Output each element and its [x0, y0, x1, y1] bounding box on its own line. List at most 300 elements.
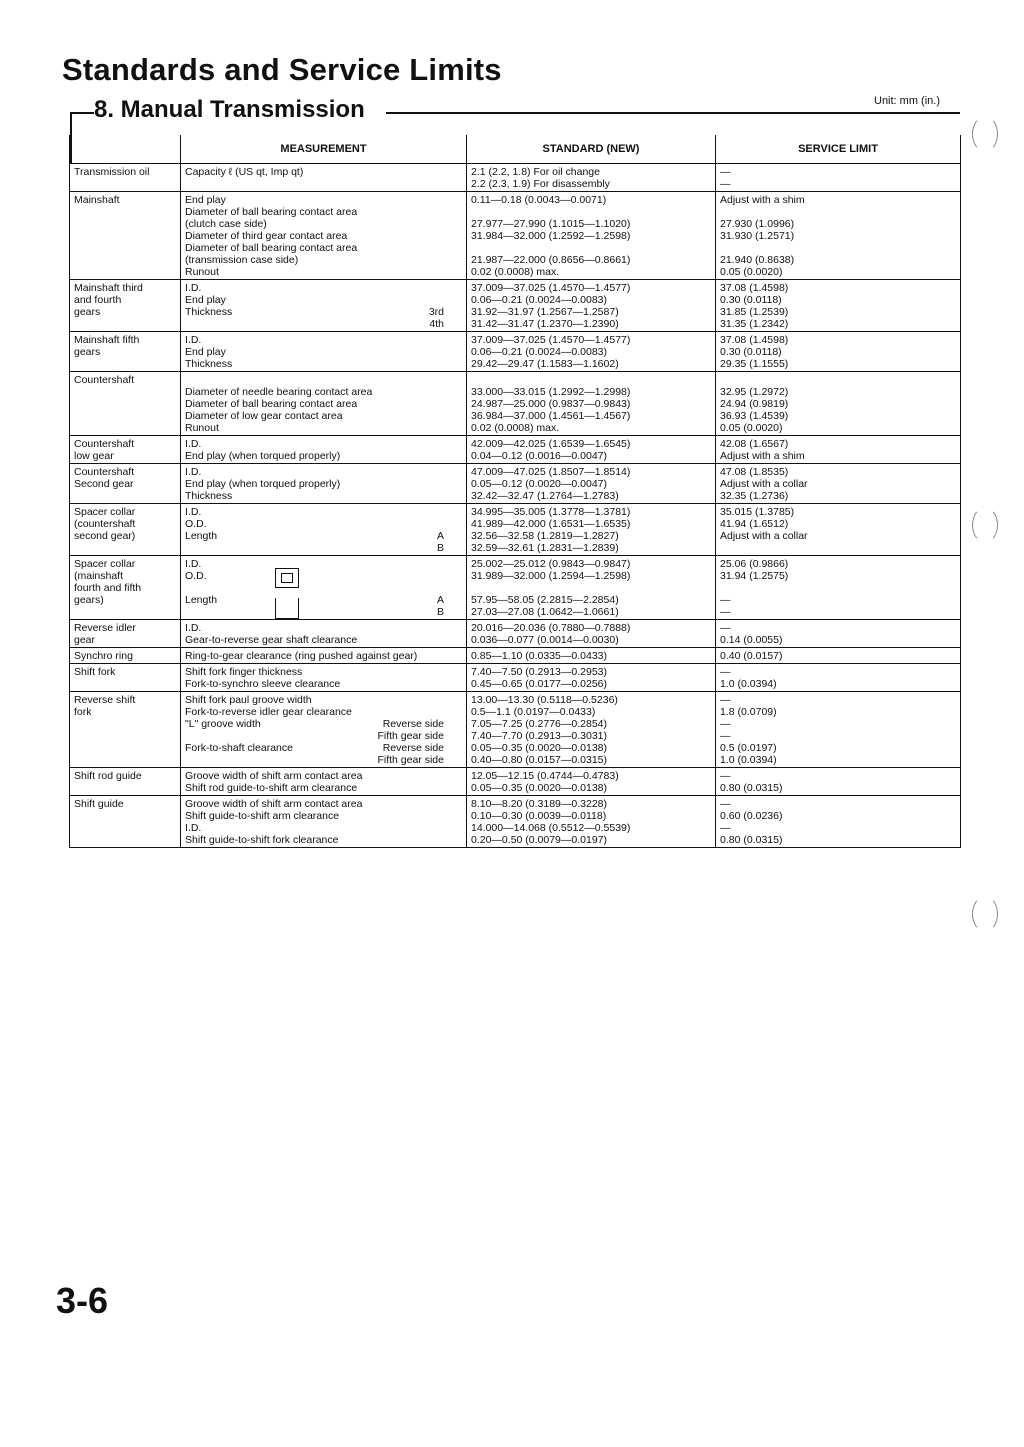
measurement-line: [185, 398, 462, 410]
header-standard: STANDARD (NEW): [467, 135, 716, 164]
standard-cell: [467, 164, 716, 192]
standard-value: 31.989—32.000 (1.2594—1.2598): [471, 570, 631, 582]
service-limit-value: 37.08 (1.4598): [720, 334, 789, 346]
part-name-cell: [70, 692, 181, 768]
measurement-line: [185, 834, 462, 846]
measurement-text: End play (when torqued properly): [185, 450, 341, 462]
measurement-text: Diameter of ball bearing contact area: [185, 398, 358, 410]
measurement-line: [185, 422, 462, 434]
measurement-text: "L" groove width: [185, 718, 261, 730]
measurement-text: Capacity ℓ (US qt, Imp qt): [185, 166, 304, 178]
part-name: Second gear: [74, 478, 134, 490]
measurement-text: O.D.: [185, 518, 207, 530]
measurement-subitem: [444, 570, 462, 582]
measurement-line: [185, 230, 462, 242]
service-limit-cell: [716, 648, 961, 664]
measurement-text: Diameter of third gear contact area: [185, 230, 348, 242]
measurement-line: [185, 666, 462, 678]
measurement-subitem: Reverse side: [382, 718, 444, 730]
measurement-line: [185, 798, 462, 810]
part-name: Shift rod guide: [74, 770, 142, 782]
standard-cell: [467, 464, 716, 504]
service-limit-value: Adjust with a collar: [720, 530, 808, 542]
measurement-text: Shift rod guide-to-shift arm clearance: [185, 782, 358, 794]
service-limit-cell: [716, 436, 961, 464]
service-limit-value: 32.35 (1.2736): [720, 490, 789, 502]
measurement-line: [185, 318, 462, 330]
measurement-line: [185, 266, 462, 278]
part-name: Countershaft: [74, 438, 135, 450]
service-limit-value: 0.60 (0.0236): [720, 810, 783, 822]
standard-value: 47.009—47.025 (1.8507—1.8514): [471, 466, 631, 478]
measurement-line: [185, 754, 462, 766]
standard-value: 34.995—35.005 (1.3778—1.3781): [471, 506, 631, 518]
standard-value: 0.11—0.18 (0.0043—0.0071): [471, 194, 607, 206]
table-row: [70, 648, 961, 664]
service-limit-value: —: [720, 770, 731, 782]
measurement-cell: [181, 164, 467, 192]
measurement-line: [185, 542, 462, 554]
table-row: [70, 768, 961, 796]
service-limit-cell: [716, 796, 961, 848]
service-limit-value: 31.85 (1.2539): [720, 306, 789, 318]
measurement-subitem: Fifth gear side: [377, 730, 444, 742]
part-name-cell: [70, 280, 181, 332]
measurement-text: Diameter of ball bearing contact area: [185, 206, 358, 218]
part-name: Mainshaft third: [74, 282, 143, 294]
part-name-cell: [70, 796, 181, 848]
service-limit-value: 27.930 (1.0996): [720, 218, 795, 230]
measurement-line: [185, 622, 462, 634]
measurement-line: [185, 166, 462, 178]
service-limit-value: 21.940 (0.8638): [720, 254, 795, 266]
part-name: Synchro ring: [74, 650, 133, 662]
service-limit-value: [720, 542, 956, 554]
measurement-line: [185, 530, 462, 542]
measurement-line: [185, 558, 462, 570]
measurement-line: [185, 282, 462, 294]
measurement-line: [185, 570, 462, 582]
part-name: gear: [74, 634, 96, 646]
measurement-text: End play (when torqued properly): [185, 478, 341, 490]
page-number: 3-6: [56, 1280, 109, 1321]
part-name-cell: [70, 556, 181, 620]
standard-value: 36.984—37.000 (1.4561—1.4567): [471, 410, 631, 422]
binding-hole-mark: [972, 507, 998, 543]
service-limit-value: 0.30 (0.0118): [720, 294, 782, 306]
standard-cell: [467, 192, 716, 280]
standard-value: [471, 374, 711, 386]
part-name: gears: [74, 346, 101, 358]
measurement-line: [185, 450, 462, 462]
standard-cell: [467, 556, 716, 620]
measurement-text: Shift fork paul groove width: [185, 694, 312, 706]
measurement-line: [185, 194, 462, 206]
part-name: Mainshaft: [74, 194, 120, 206]
standard-value: 33.000—33.015 (1.2992—1.2998): [471, 386, 631, 398]
service-limit-cell: [716, 464, 961, 504]
service-limit-value: [720, 206, 956, 218]
measurement-text: O.D.: [185, 570, 207, 582]
standard-value: 8.10—8.20 (0.3189—0.3228): [471, 798, 608, 810]
standard-cell: [467, 332, 716, 372]
service-limit-value: 42.08 (1.6567): [720, 438, 789, 450]
part-name: low gear: [74, 450, 114, 462]
page-title: Standards and Service Limits: [62, 52, 502, 87]
measurement-subitem: [444, 506, 462, 518]
header-measurement: MEASUREMENT: [181, 135, 467, 164]
binding-hole-mark: [972, 896, 998, 932]
standard-value: 0.45—0.65 (0.0177—0.0256): [471, 678, 608, 690]
part-name: fork: [74, 706, 92, 718]
measurement-text: I.D.: [185, 282, 202, 294]
measurement-text: Shift guide-to-shift arm clearance: [185, 810, 340, 822]
service-limit-cell: [716, 664, 961, 692]
part-name: Spacer collar: [74, 558, 136, 570]
measurement-cell: [181, 796, 467, 848]
standard-value: 7.05—7.25 (0.2776—0.2854): [471, 718, 608, 730]
measurement-text: Fork-to-synchro sleeve clearance: [185, 678, 341, 690]
standard-value: 0.05—0.12 (0.0020—0.0047): [471, 478, 608, 490]
measurement-cell: [181, 620, 467, 648]
measurement-subitem: 4th: [429, 318, 444, 330]
measurement-text: Groove width of shift arm contact area: [185, 798, 363, 810]
service-limit-value: 0.80 (0.0315): [720, 834, 783, 846]
measurement-text: Groove width of shift arm contact area: [185, 770, 363, 782]
measurement-text: Shift guide-to-shift fork clearance: [185, 834, 339, 846]
measurement-text: I.D.: [185, 558, 202, 570]
measurement-line: [185, 206, 462, 218]
service-limit-value: —: [720, 622, 731, 634]
standard-value: 27.03—27.08 (1.0642—1.0661): [471, 606, 619, 618]
standard-value: 24.987—25.000 (0.9837—0.9843): [471, 398, 631, 410]
service-limit-value: 29.35 (1.1555): [720, 358, 789, 370]
service-limit-value: [720, 374, 956, 386]
service-limit-value: —: [720, 694, 731, 706]
part-name: Transmission oil: [74, 166, 150, 178]
measurement-line: [185, 822, 462, 834]
part-name-cell: [70, 620, 181, 648]
measurement-text: I.D.: [185, 506, 202, 518]
service-limit-cell: [716, 556, 961, 620]
service-limit-value: 35.015 (1.3785): [720, 506, 795, 518]
measurement-line: [185, 506, 462, 518]
measurement-line: [185, 218, 462, 230]
service-limit-value: 0.80 (0.0315): [720, 782, 783, 794]
measurement-text: End play: [185, 346, 226, 358]
standard-cell: [467, 372, 716, 436]
part-name: second gear): [74, 530, 136, 542]
service-limit-cell: [716, 768, 961, 796]
table-row: [70, 332, 961, 372]
service-limit-value: Adjust with a shim: [720, 450, 805, 462]
measurement-line: [185, 410, 462, 422]
measurement-line: [185, 294, 462, 306]
service-limit-value: [720, 242, 956, 254]
standard-value: 25.002—25.012 (0.9843—0.9847): [471, 558, 631, 570]
part-name: fourth and fifth: [74, 582, 142, 594]
standard-value: 32.59—32.61 (1.2831—1.2839): [471, 542, 619, 554]
service-limit-value: Adjust with a shim: [720, 194, 805, 206]
part-name-cell: [70, 768, 181, 796]
measurement-text: Runout: [185, 266, 219, 278]
service-limit-value: 0.40 (0.0157): [720, 650, 783, 662]
measurement-line: [185, 466, 462, 478]
specifications-table: [69, 135, 961, 848]
measurement-text: End play: [185, 294, 226, 306]
service-limit-cell: [716, 692, 961, 768]
measurement-text: Diameter of ball bearing contact area: [185, 242, 358, 254]
standard-value: 13.00—13.30 (0.5118—0.5236): [471, 694, 618, 706]
part-name: gears): [74, 594, 104, 606]
measurement-line: [185, 770, 462, 782]
standard-cell: [467, 664, 716, 692]
standard-value: 31.42—31.47 (1.2370—1.2390): [471, 318, 619, 330]
service-limit-value: 36.93 (1.4539): [720, 410, 789, 422]
measurement-line: [185, 742, 462, 754]
standard-value: [471, 582, 711, 594]
measurement-line: [185, 346, 462, 358]
standard-cell: [467, 280, 716, 332]
part-name: Reverse idler: [74, 622, 136, 634]
standard-value: 0.02 (0.0008) max.: [471, 266, 560, 278]
service-limit-value: —: [720, 798, 731, 810]
part-name: Countershaft: [74, 374, 135, 386]
measurement-line: [185, 438, 462, 450]
section-rule: [386, 112, 960, 114]
part-name: Reverse shift: [74, 694, 136, 706]
service-limit-value: —: [720, 166, 731, 178]
service-limit-value: 0.5 (0.0197): [720, 742, 777, 754]
standard-value: 0.036—0.077 (0.0014—0.0030): [471, 634, 619, 646]
service-limit-cell: [716, 192, 961, 280]
part-name: Shift fork: [74, 666, 116, 678]
service-limit-cell: [716, 620, 961, 648]
standard-value: 0.04—0.12 (0.0016—0.0047): [471, 450, 608, 462]
service-limit-value: —: [720, 822, 731, 834]
standard-value: 29.42—29.47 (1.1583—1.1602): [471, 358, 619, 370]
measurement-cell: [181, 436, 467, 464]
standard-cell: [467, 620, 716, 648]
measurement-text: (transmission case side): [185, 254, 299, 266]
standard-cell: [467, 692, 716, 768]
standard-value: 0.40—0.80 (0.0157—0.0315): [471, 754, 608, 766]
measurement-line: [185, 782, 462, 794]
standard-cell: [467, 768, 716, 796]
service-limit-value: 0.30 (0.0118): [720, 346, 782, 358]
service-limit-value: 41.94 (1.6512): [720, 518, 789, 530]
standard-value: 0.10—0.30 (0.0039—0.0118): [471, 810, 607, 822]
standard-value: 2.1 (2.2, 1.8) For oil change: [471, 166, 600, 178]
part-name-cell: [70, 436, 181, 464]
table-row: [70, 464, 961, 504]
standard-cell: [467, 504, 716, 556]
measurement-subitem: B: [436, 542, 444, 554]
measurement-line: [185, 334, 462, 346]
measurement-text: Thickness: [185, 358, 233, 370]
measurement-text: Length: [185, 530, 218, 542]
measurement-line: [185, 678, 462, 690]
service-limit-cell: [716, 372, 961, 436]
measurement-line: [185, 706, 462, 718]
standard-value: 57.95—58.05 (2.2815—2.2854): [471, 594, 619, 606]
table-body: [70, 164, 961, 848]
service-limit-value: 32.95 (1.2972): [720, 386, 789, 398]
standard-cell: [467, 648, 716, 664]
part-name-cell: [70, 504, 181, 556]
measurement-cell: [181, 464, 467, 504]
standard-value: 37.009—37.025 (1.4570—1.4577): [471, 282, 631, 294]
measurement-line: [185, 358, 462, 370]
measurement-cell: [181, 504, 467, 556]
measurement-text: Ring-to-gear clearance (ring pushed against gear): [185, 650, 418, 662]
measurement-line: [185, 810, 462, 822]
service-limit-value: —: [720, 730, 731, 742]
standard-value: 0.85—1.10 (0.0335—0.0433): [471, 650, 608, 662]
service-limit-value: 31.35 (1.2342): [720, 318, 789, 330]
standard-value: 14.000—14.068 (0.5512—0.5539): [471, 822, 631, 834]
part-name: and fourth: [74, 294, 122, 306]
measurement-line: [185, 306, 462, 318]
part-name-cell: [70, 192, 181, 280]
measurement-line: [185, 718, 462, 730]
measurement-line: [185, 634, 462, 646]
service-limit-value: [720, 582, 956, 594]
table-row: [70, 796, 961, 848]
measurement-cell: [181, 280, 467, 332]
service-limit-cell: [716, 332, 961, 372]
standard-value: 41.989—42.000 (1.6531—1.6535): [471, 518, 631, 530]
part-name-cell: [70, 648, 181, 664]
measurement-line: [185, 594, 462, 606]
part-name: Countershaft: [74, 466, 135, 478]
measurement-line: [185, 518, 462, 530]
standard-value: 7.40—7.70 (0.2913—0.3031): [471, 730, 608, 742]
measurement-subitem: [444, 294, 462, 306]
service-limit-value: —: [720, 178, 731, 190]
service-limit-value: 24.94 (0.9819): [720, 398, 789, 410]
standard-value: 31.92—31.97 (1.2567—1.2587): [471, 306, 619, 318]
measurement-text: I.D.: [185, 466, 202, 478]
measurement-cell: [181, 556, 467, 620]
measurement-text: Fork-to-shaft clearance: [185, 742, 293, 754]
measurement-subitem: A: [436, 594, 444, 606]
standard-value: [471, 242, 711, 254]
part-name: (mainshaft: [74, 570, 124, 582]
standard-value: 32.42—32.47 (1.2764—1.2783): [471, 490, 619, 502]
header-service-limit: SERVICE LIMIT: [716, 135, 961, 164]
service-limit-value: 0.14 (0.0055): [720, 634, 783, 646]
table-row: [70, 164, 961, 192]
standard-value: 0.06—0.21 (0.0024—0.0083): [471, 346, 608, 358]
part-name-cell: [70, 664, 181, 692]
standard-value: 2.2 (2.3, 1.9) For disassembly: [471, 178, 610, 190]
standard-cell: [467, 436, 716, 464]
service-limit-value: 31.94 (1.2575): [720, 570, 789, 582]
service-limit-value: 37.08 (1.4598): [720, 282, 789, 294]
measurement-subitem: [444, 582, 462, 594]
measurement-subitem: 3rd: [428, 306, 444, 318]
table-row: [70, 620, 961, 648]
measurement-text: (clutch case side): [185, 218, 267, 230]
service-limit-value: 1.0 (0.0394): [720, 754, 777, 766]
measurement-subitem: Fifth gear side: [377, 754, 444, 766]
measurement-cell: [181, 768, 467, 796]
service-limit-value: 25.06 (0.9866): [720, 558, 789, 570]
measurement-cell: [181, 648, 467, 664]
service-limit-cell: [716, 280, 961, 332]
part-name-cell: [70, 332, 181, 372]
section-title: 8. Manual Transmission: [94, 96, 373, 124]
measurement-cell: [181, 692, 467, 768]
service-limit-value: 1.0 (0.0394): [720, 678, 777, 690]
standard-value: 31.984—32.000 (1.2592—1.2598): [471, 230, 631, 242]
measurement-cell: [181, 664, 467, 692]
measurement-line: [185, 582, 462, 594]
measurement-cell: [181, 332, 467, 372]
part-name-cell: [70, 164, 181, 192]
part-name: Mainshaft fifth: [74, 334, 140, 346]
measurement-line: [185, 730, 462, 742]
measurement-text: Shift fork finger thickness: [185, 666, 303, 678]
measurement-text: Diameter of low gear contact area: [185, 410, 343, 422]
part-name: gears: [74, 306, 101, 318]
standard-value: 12.05—12.15 (0.4744—0.4783): [471, 770, 619, 782]
measurement-cell: [181, 192, 467, 280]
measurement-subitem: Reverse side: [382, 742, 444, 754]
service-limit-value: Adjust with a collar: [720, 478, 808, 490]
measurement-text: I.D.: [185, 622, 202, 634]
standard-value: [471, 206, 711, 218]
standard-cell: [467, 796, 716, 848]
service-limit-value: 1.8 (0.0709): [720, 706, 777, 718]
table-row: [70, 664, 961, 692]
table-row: [70, 504, 961, 556]
unit-label: Unit: mm (in.): [874, 95, 940, 107]
standard-value: 0.05—0.35 (0.0020—0.0138): [471, 782, 608, 794]
header-part: [70, 135, 181, 164]
measurement-line: [185, 242, 462, 254]
measurement-line: [185, 386, 462, 398]
standard-value: 0.06—0.21 (0.0024—0.0083): [471, 294, 608, 306]
measurement-cell: [181, 372, 467, 436]
measurement-subitem: A: [436, 530, 444, 542]
standard-value: 20.016—20.036 (0.7880—0.7888): [471, 622, 631, 634]
service-limit-value: —: [720, 666, 731, 678]
table-header-row: [70, 135, 961, 164]
table-row: [70, 192, 961, 280]
measurement-line: [185, 374, 462, 386]
measurement-text: Length: [185, 594, 218, 606]
standard-value: 0.20—0.50 (0.0079—0.0197): [471, 834, 608, 846]
table-row: [70, 692, 961, 768]
standard-value: 7.40—7.50 (0.2913—0.2953): [471, 666, 608, 678]
measurement-text: End play: [185, 194, 226, 206]
table-row: [70, 280, 961, 332]
service-limit-cell: [716, 164, 961, 192]
service-limit-value: —: [720, 718, 731, 730]
part-name-cell: [70, 464, 181, 504]
measurement-text: I.D.: [185, 822, 202, 834]
measurement-subitem: B: [436, 606, 444, 618]
standard-value: 27.977—27.990 (1.1015—1.1020): [471, 218, 631, 230]
service-limit-cell: [716, 504, 961, 556]
standard-value: 0.05—0.35 (0.0020—0.0138): [471, 742, 608, 754]
binding-hole-mark: [972, 116, 998, 152]
service-limit-value: —: [720, 594, 731, 606]
service-limit-value: —: [720, 606, 731, 618]
part-name: Shift guide: [74, 798, 124, 810]
